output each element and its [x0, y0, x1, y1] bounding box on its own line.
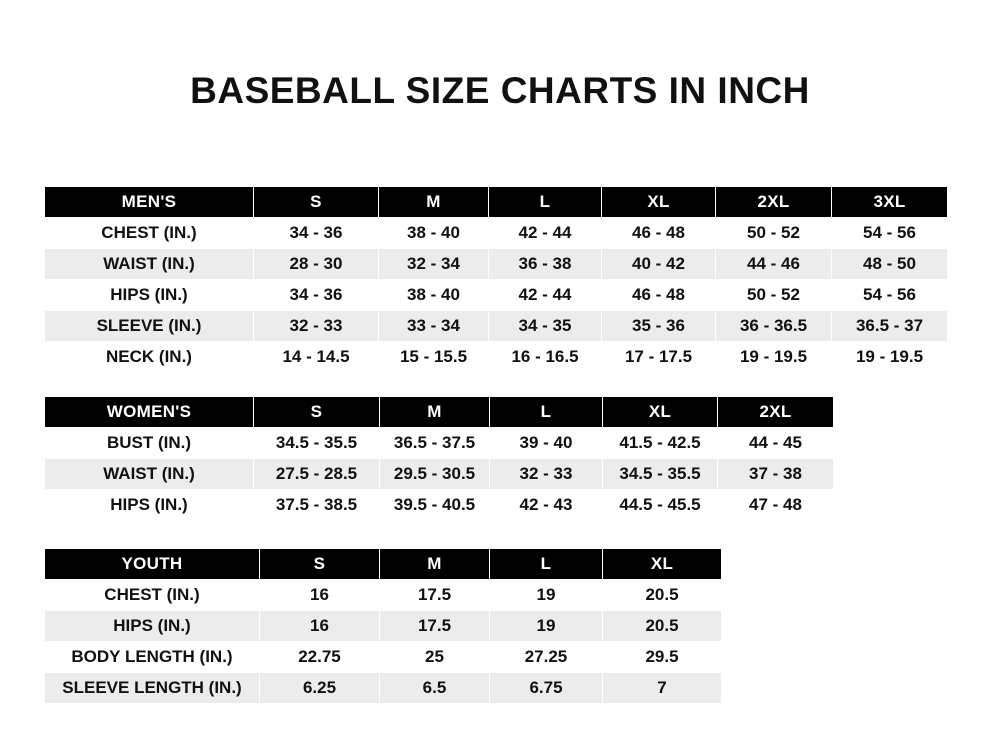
- table-row: [45, 249, 948, 280]
- column-header: MEN'S: [45, 187, 254, 218]
- table-row: [45, 611, 722, 642]
- cell: 20.5: [603, 580, 722, 611]
- row-label: NECK (IN.): [45, 342, 254, 373]
- cell: 28 - 30: [254, 249, 379, 280]
- row-label: BUST (IN.): [45, 428, 254, 459]
- cell: 39.5 - 40.5: [380, 490, 490, 521]
- youth-size-table: [44, 548, 722, 704]
- column-header: M: [380, 397, 490, 428]
- cell: 15 - 15.5: [379, 342, 489, 373]
- cell: 36.5 - 37: [832, 311, 948, 342]
- column-header: WOMEN'S: [45, 397, 254, 428]
- cell: 32 - 33: [254, 311, 379, 342]
- cell: 6.75: [490, 673, 603, 704]
- cell: 44 - 46: [716, 249, 832, 280]
- row-label: SLEEVE LENGTH (IN.): [45, 673, 260, 704]
- cell: 44 - 45: [718, 428, 834, 459]
- cell: 36.5 - 37.5: [380, 428, 490, 459]
- cell: 48 - 50: [832, 249, 948, 280]
- cell: 14 - 14.5: [254, 342, 379, 373]
- column-header: XL: [603, 549, 722, 580]
- cell: 46 - 48: [602, 280, 716, 311]
- womens-size-table: [44, 396, 834, 521]
- table-row: [45, 342, 948, 373]
- cell: 20.5: [603, 611, 722, 642]
- cell: 17.5: [380, 611, 490, 642]
- column-header: 2XL: [716, 187, 832, 218]
- table-row: [45, 642, 722, 673]
- row-label: WAIST (IN.): [45, 249, 254, 280]
- table-row: [45, 580, 722, 611]
- table-row: [45, 428, 834, 459]
- cell: 19: [490, 611, 603, 642]
- cell: 36 - 36.5: [716, 311, 832, 342]
- table-row: [45, 673, 722, 704]
- cell: 42 - 43: [490, 490, 603, 521]
- cell: 19: [490, 580, 603, 611]
- column-header: M: [379, 187, 489, 218]
- cell: 19 - 19.5: [832, 342, 948, 373]
- cell: 34 - 35: [489, 311, 602, 342]
- column-header: XL: [602, 187, 716, 218]
- cell: 32 - 34: [379, 249, 489, 280]
- row-label: SLEEVE (IN.): [45, 311, 254, 342]
- cell: 17 - 17.5: [602, 342, 716, 373]
- cell: 39 - 40: [490, 428, 603, 459]
- cell: 42 - 44: [489, 218, 602, 249]
- row-label: HIPS (IN.): [45, 490, 254, 521]
- cell: 37.5 - 38.5: [254, 490, 380, 521]
- cell: 50 - 52: [716, 218, 832, 249]
- column-header: M: [380, 549, 490, 580]
- row-label: HIPS (IN.): [45, 280, 254, 311]
- cell: 46 - 48: [602, 218, 716, 249]
- cell: 38 - 40: [379, 280, 489, 311]
- cell: 42 - 44: [489, 280, 602, 311]
- table-header-row: [45, 549, 722, 580]
- column-header: 2XL: [718, 397, 834, 428]
- cell: 54 - 56: [832, 218, 948, 249]
- cell: 50 - 52: [716, 280, 832, 311]
- cell: 22.75: [260, 642, 380, 673]
- cell: 29.5: [603, 642, 722, 673]
- cell: 6.25: [260, 673, 380, 704]
- cell: 33 - 34: [379, 311, 489, 342]
- column-header: YOUTH: [45, 549, 260, 580]
- table-header-row: [45, 397, 834, 428]
- cell: 37 - 38: [718, 459, 834, 490]
- cell: 41.5 - 42.5: [603, 428, 718, 459]
- cell: 29.5 - 30.5: [380, 459, 490, 490]
- cell: 34.5 - 35.5: [254, 428, 380, 459]
- cell: 38 - 40: [379, 218, 489, 249]
- mens-size-table: [44, 186, 948, 373]
- cell: 6.5: [380, 673, 490, 704]
- row-label: HIPS (IN.): [45, 611, 260, 642]
- cell: 40 - 42: [602, 249, 716, 280]
- row-label: CHEST (IN.): [45, 218, 254, 249]
- column-header: S: [260, 549, 380, 580]
- cell: 27.5 - 28.5: [254, 459, 380, 490]
- column-header: L: [489, 187, 602, 218]
- row-label: WAIST (IN.): [45, 459, 254, 490]
- page-title: BASEBALL SIZE CHARTS IN INCH: [190, 70, 810, 111]
- cell: 16: [260, 580, 380, 611]
- table-row: [45, 459, 834, 490]
- cell: 54 - 56: [832, 280, 948, 311]
- table-row: [45, 490, 834, 521]
- cell: 16 - 16.5: [489, 342, 602, 373]
- cell: 16: [260, 611, 380, 642]
- column-header: L: [490, 397, 603, 428]
- table-header-row: [45, 187, 948, 218]
- cell: 44.5 - 45.5: [603, 490, 718, 521]
- cell: 17.5: [380, 580, 490, 611]
- cell: 47 - 48: [718, 490, 834, 521]
- cell: 19 - 19.5: [716, 342, 832, 373]
- cell: 34 - 36: [254, 280, 379, 311]
- cell: 32 - 33: [490, 459, 603, 490]
- table-row: [45, 218, 948, 249]
- cell: 7: [603, 673, 722, 704]
- cell: 34.5 - 35.5: [603, 459, 718, 490]
- cell: 34 - 36: [254, 218, 379, 249]
- column-header: XL: [603, 397, 718, 428]
- column-header: L: [490, 549, 603, 580]
- cell: 27.25: [490, 642, 603, 673]
- cell: 35 - 36: [602, 311, 716, 342]
- column-header: 3XL: [832, 187, 948, 218]
- column-header: S: [254, 187, 379, 218]
- table-row: [45, 280, 948, 311]
- column-header: S: [254, 397, 380, 428]
- table-row: [45, 311, 948, 342]
- cell: 36 - 38: [489, 249, 602, 280]
- row-label: BODY LENGTH (IN.): [45, 642, 260, 673]
- cell: 25: [380, 642, 490, 673]
- row-label: CHEST (IN.): [45, 580, 260, 611]
